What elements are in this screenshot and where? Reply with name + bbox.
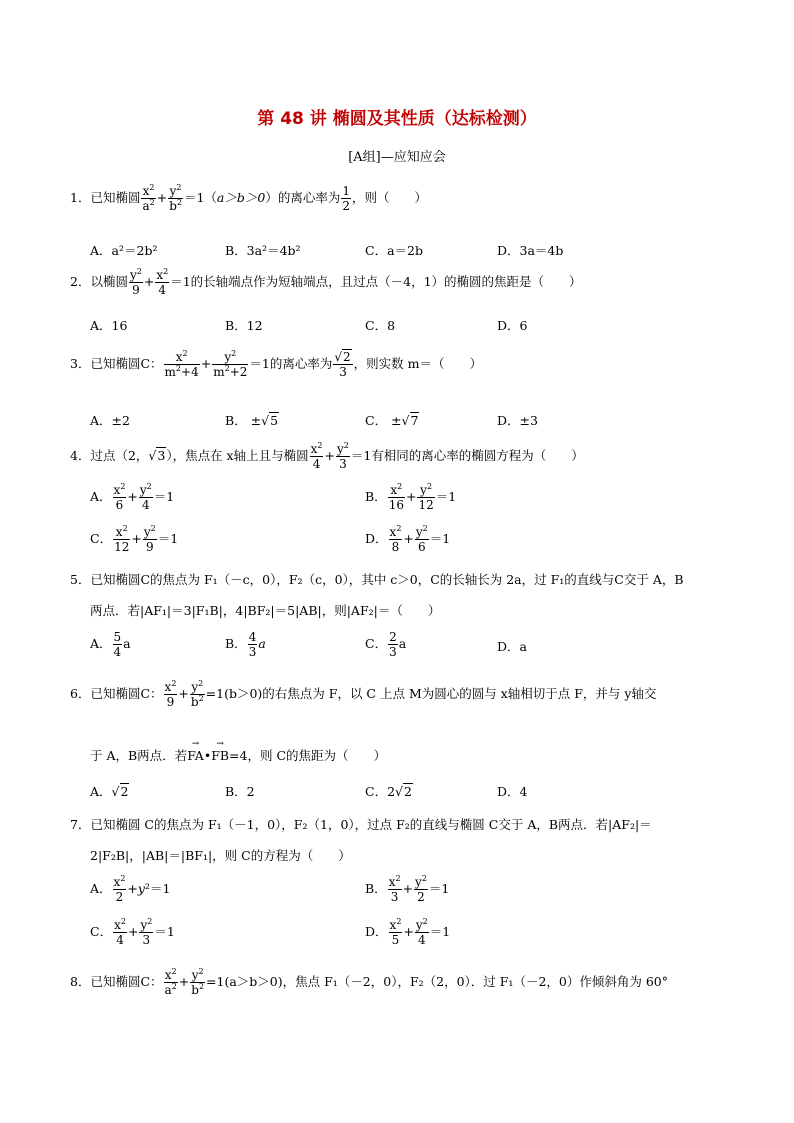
- q2-option-d[interactable]: D．6: [497, 318, 528, 333]
- q1-option-d[interactable]: D．3a＝4b: [497, 243, 564, 258]
- q3-option-a[interactable]: A．±2: [90, 413, 130, 428]
- q5-option-a[interactable]: A． $\frac{5}{4}$ a: [90, 630, 131, 659]
- question-7-line-1: 7．已知椭圆 C的焦点为 F₁（－1，0），F₂（1，0），过点 F₂的直线与椭圆 C交于 A，B两点．若|AF₂|＝: [70, 817, 652, 832]
- q4-option-c[interactable]: C． $\frac{x^2}{12}$ + $\frac{y^2}{9}$ ＝1: [90, 524, 179, 554]
- q7-option-c[interactable]: C． $\frac{x^2}{4}$ + $\frac{y^2}{3}$ ＝1: [90, 917, 175, 947]
- q1-option-b[interactable]: B．3a²＝4b²: [225, 243, 301, 258]
- q4-option-d[interactable]: D． $\frac{x^2}{8}$ + $\frac{y^2}{6}$ ＝1: [365, 524, 451, 554]
- page-title: 第 48 讲 椭圆及其性质（达标检测）: [257, 109, 537, 129]
- q6-option-b[interactable]: B．2: [225, 784, 255, 799]
- q7-option-b[interactable]: B． $\frac{x^2}{3}$ + $\frac{y^2}{2}$ ＝1: [365, 874, 450, 904]
- q5-option-d[interactable]: D．a: [497, 639, 527, 654]
- q4-option-a[interactable]: A． $\frac{x^2}{6}$ + $\frac{y^2}{4}$ ＝1: [90, 482, 175, 512]
- question-4: 4．过点（2，√3），焦点在 x轴上且与椭圆 $\frac{x^2}{4}$ + $\frac{y^2}{3}$ ＝1有相同的离心率的椭圆方程为（ ）: [70, 441, 584, 471]
- group-heading: [A组]—应知应会: [348, 150, 446, 165]
- q3-option-c[interactable]: C． ±√7: [365, 413, 419, 428]
- q3-option-d[interactable]: D．±3: [497, 413, 538, 428]
- q2-option-a[interactable]: A．16: [90, 318, 128, 333]
- q5-option-c[interactable]: C． $\frac{2}{3}$ a: [365, 630, 407, 659]
- question-6-line-1: 6．已知椭圆C： $\frac{x^2}{9}$ + $\frac{y^2}{b^2}$ =1(b＞0)的右焦点为 F，以 C 上点 M为圆心的圆与 x轴相切于点 F，并与 y轴交: [70, 679, 657, 709]
- q4-option-b[interactable]: B． $\frac{x^2}{16}$ + $\frac{y^2}{12}$ ＝1: [365, 482, 457, 512]
- q7-option-d[interactable]: D． $\frac{x^2}{5}$ + $\frac{y^2}{4}$ ＝1: [365, 917, 451, 947]
- question-1: 1．已知椭圆 $\frac{x^2}{a^2}$ + $\frac{y^2}{b^2}$ ＝1（a＞b＞0）的离心率为 $\frac{1}{2}$ ，则（ ）: [70, 183, 428, 213]
- question-7-line-2: 2|F₂B|，|AB|＝|BF₁|，则 C的方程为（ ）: [90, 848, 351, 863]
- question-8: 8．已知椭圆C： $\frac{x^2}{a^2}$ + $\frac{y^2}{b^2}$ =1(a＞b＞0)，焦点 F₁（－2，0），F₂（2，0）．过 F₁（－2，0）作倾斜角为 60°: [70, 967, 668, 997]
- q6-option-a[interactable]: A．√2: [90, 784, 129, 799]
- q7-option-a[interactable]: A． $\frac{x^2}{2}$ +y²＝1: [90, 874, 171, 904]
- q2-option-c[interactable]: C．8: [365, 318, 396, 333]
- q2-option-b[interactable]: B．12: [225, 318, 263, 333]
- question-5-line-1: 5．已知椭圆C的焦点为 F₁（－c，0），F₂（c，0），其中 c＞0，C的长轴长为 2a，过 F₁的直线与C交于 A，B: [70, 572, 684, 587]
- question-3: 3．已知椭圆C： $\frac{x^2}{m^2+4}$ + $\frac{y^2}{m^2+2}$ ＝1的离心率为 $\frac{√2}{3}$ ，则实数 m＝（ ）: [70, 349, 482, 379]
- q5-option-b[interactable]: B． $\frac{4}{3}$ a: [225, 630, 266, 659]
- question-6-line-2: 于 A，B两点．若→ FA•→ FB=4，则 C的焦距为（ ）: [90, 746, 754, 764]
- q1-option-a[interactable]: A．a²＝2b²: [90, 243, 158, 258]
- q1-option-c[interactable]: C．a＝2b: [365, 243, 423, 258]
- question-5-line-2: 两点．若|AF₁|＝3|F₁B|，4|BF₂|＝5|AB|，则|AF₂|＝（ ）: [90, 603, 441, 618]
- q3-option-b[interactable]: B． ±√5: [225, 413, 279, 428]
- question-2: 2．以椭圆 $\frac{y^2}{9}$ + $\frac{x^2}{4}$ ＝1的长轴端点作为短轴端点，且过点（－4，1）的椭圆的焦距是（ ）: [70, 267, 582, 297]
- q6-option-c[interactable]: C．2√2: [365, 784, 412, 799]
- q6-option-d[interactable]: D．4: [497, 784, 528, 799]
